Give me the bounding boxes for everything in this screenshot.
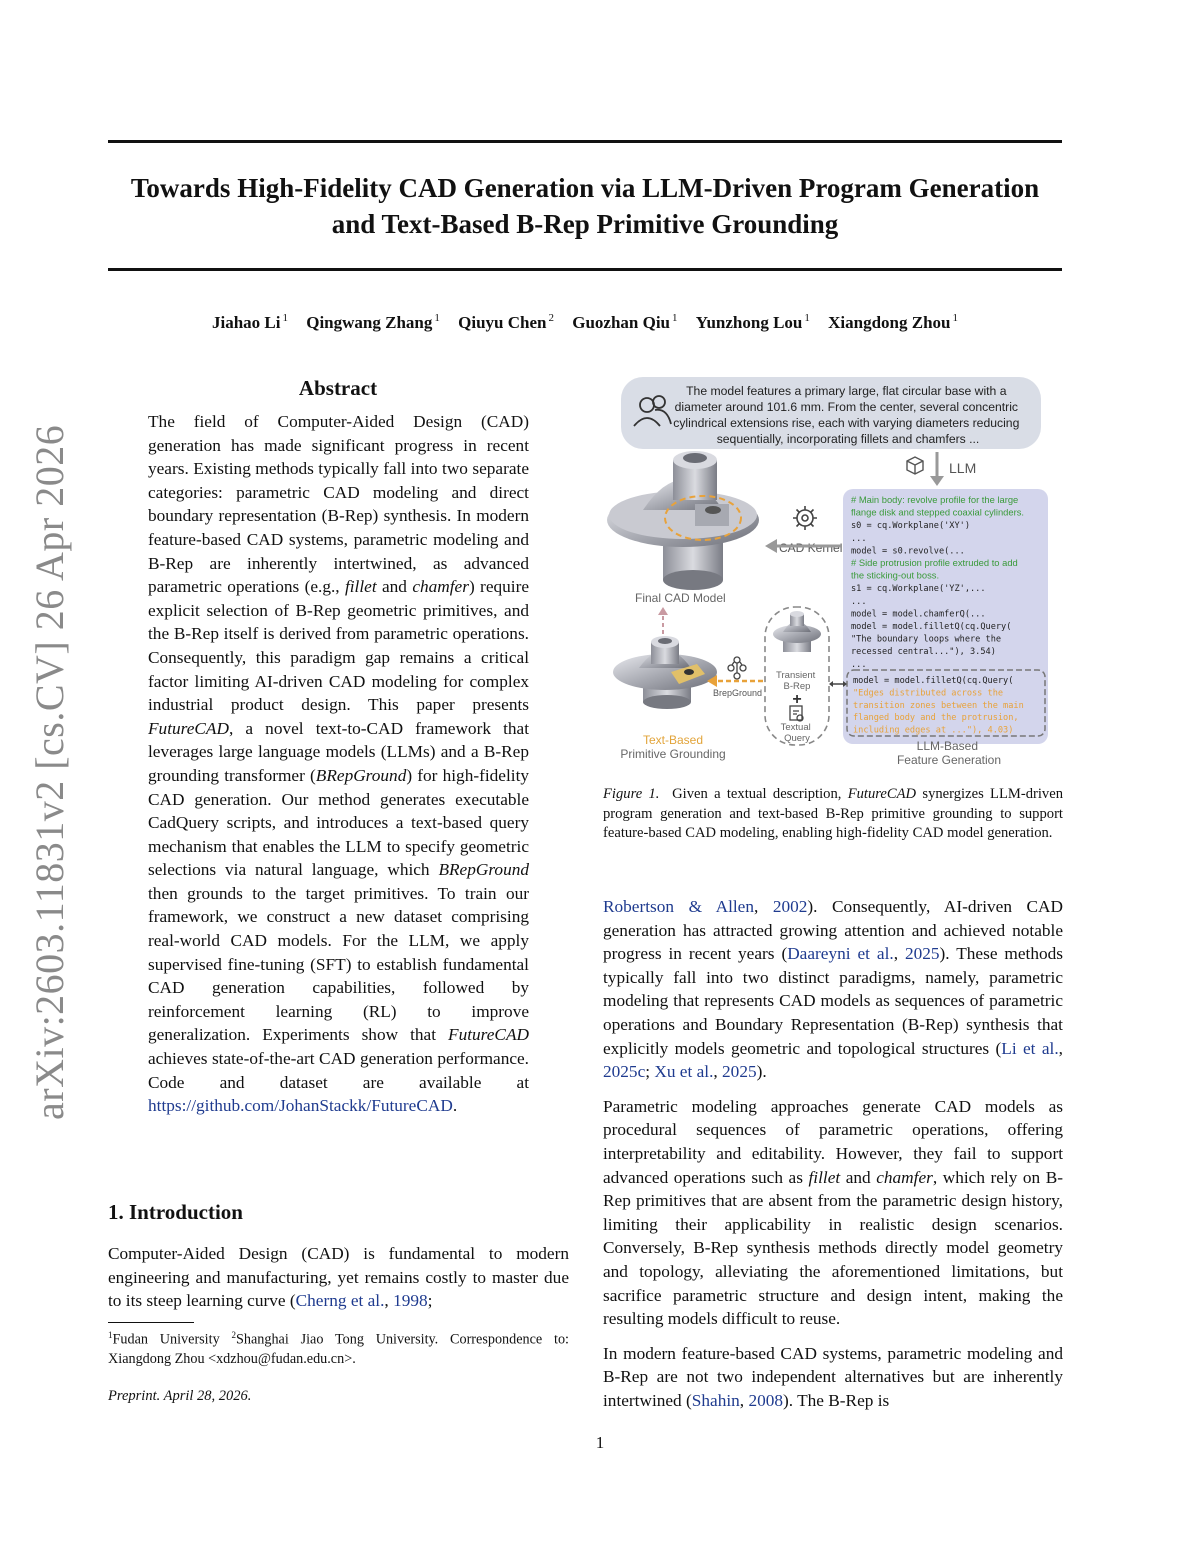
code-line: recessed central..."), 3.54) — [851, 647, 996, 658]
right-column-body — [603, 895, 1063, 1423]
intro-paragraph: Computer-Aided Design (CAD) is fundamental to modern engineering and manufacturing, yet remains costly to master due to its steep learning curve (Cherng et al., 1998; — [108, 1244, 569, 1311]
citation-year-link[interactable]: 1998 — [393, 1291, 428, 1311]
code-line: # Side protrusion profile extruded to add — [851, 557, 1018, 568]
code-line: including edges at ..."), 4.03) — [853, 725, 1014, 736]
code-line: model = model.chamferQ(... — [851, 609, 986, 620]
generation-label: Feature Generation — [896, 753, 1002, 767]
paper-title — [108, 170, 1062, 242]
figure-1-diagram — [603, 372, 1063, 772]
transient-brep-render — [773, 611, 821, 652]
final-model-label: Final CAD Model — [635, 591, 726, 605]
code-line: flange disk and stepped coaxial cylinders. — [851, 506, 1025, 518]
citation-year-link[interactable]: 2025 — [722, 1062, 757, 1082]
title-line-2: and Text-Based B-Rep Primitive Grounding — [331, 209, 839, 239]
grounding-label: Primitive Grounding — [620, 747, 726, 761]
arxiv-identifier: arXiv:2603.11831v2 [cs.CV] 26 Apr 2026 — [27, 424, 72, 1120]
citation-year-link[interactable]: 2002 — [772, 897, 808, 916]
generation-label: LLM-Based — [916, 739, 979, 753]
citation-link[interactable]: Li et al. — [1001, 1038, 1059, 1058]
author-list — [108, 312, 1062, 333]
citation-link[interactable]: Cherng et al. — [295, 1291, 385, 1311]
query-line: The model features a primary large, flat circular base with a — [686, 384, 1007, 398]
code-line: flanged body and the protrusion, — [853, 713, 1019, 724]
grounding-model-render — [613, 636, 717, 709]
plus-sign: + — [792, 691, 802, 708]
code-line: ... — [851, 596, 867, 607]
code-line: model = model.filletQ(cq.Query( — [853, 676, 1014, 686]
textual-query-label: Textual — [780, 722, 811, 733]
author: Yunzhong Lou $^1$ — [695, 312, 810, 332]
citation-year-link[interactable]: 2025c — [603, 1062, 646, 1082]
query-line: sequentially, incorporating fillets and chamfers ... — [716, 432, 980, 446]
code-line: # Main body: revolve profile for the large — [851, 494, 1019, 505]
cube-icon — [907, 457, 923, 474]
svg-text:Textual Query — [781, 722, 814, 744]
query-line: diameter around 101.6 mm. From the center, several concentric — [674, 400, 1019, 414]
author: Qingwang Zhang $^1$ — [306, 312, 440, 332]
figure-1-caption: Figure 1. Given a textual description, FutureCAD synergizes LLM-driven program generation and text-based B-Rep primitive grounding to support feature-based CAD modeling, enabling high-fidelity CAD model generation. — [603, 786, 1064, 841]
page-number: 1 — [595, 1433, 605, 1452]
document-search-icon — [790, 706, 803, 721]
citation-year-link[interactable]: 2008 — [748, 1390, 783, 1410]
body-paragraph: In modern feature-based CAD systems, parametric modeling and B-Rep are not two independent alternatives but are inherently intertwined (Shahin, 2008). The B-Rep is — [603, 1343, 1063, 1410]
llm-label: LLM — [949, 460, 977, 476]
textual-query-label: Query — [784, 733, 810, 744]
transient-label: B-Rep — [783, 681, 811, 692]
grounding-label: Text-Based — [642, 733, 704, 747]
preprint-note: Preprint. April 28, 2026. — [108, 1388, 252, 1404]
footnote-rule — [108, 1322, 194, 1323]
cad-kernel-label: CAD Kernel — [779, 541, 843, 555]
query-line: cylindrical extensions rise, each with varying diameters reducing — [673, 416, 1020, 430]
code-line: ... — [851, 659, 867, 670]
code-line: model = model.filletQ(cq.Query( — [851, 622, 1012, 632]
final-cad-model-render — [607, 451, 759, 590]
code-line: model = s0.revolve(... — [851, 546, 965, 557]
title-line-1: Towards High-Fidelity CAD Generation via LLM-Driven Program Generation — [130, 173, 1040, 203]
section-heading-introduction: 1. Introduction — [108, 1200, 243, 1224]
gear-icon — [793, 506, 817, 530]
network-icon — [728, 657, 746, 679]
author: Guozhan Qiu $^1$ — [572, 312, 678, 332]
svg-text:Transient B-Rep — [776, 670, 818, 692]
citation-link[interactable]: Xu et al. — [654, 1062, 714, 1082]
transient-label: Transient — [776, 670, 816, 681]
code-repository-link[interactable]: https://github.com/JohanStackk/FutureCAD — [148, 1096, 453, 1116]
svg-text:Text-Based — [643, 733, 703, 747]
code-line: the sticking-out boss. — [851, 569, 940, 581]
code-box-lines — [853, 676, 1024, 736]
author: Qiuyu Chen $^2$ — [458, 312, 554, 332]
abstract-heading: Abstract — [298, 376, 378, 400]
abstract-text: The field of Computer-Aided Design (CAD) generation has made significant progress in recent years. Existing methods typically fall into two separate categories: parametric CAD modeling and direct boundary representation (B-Rep) synthesis. In modern feature-based CAD systems, parametric modeling and B-Rep are inherently intertwined, as advanced parametric operations (e.g., fillet and chamfer) require explicit selection of B-Rep geometric primitives, and the B-Rep itself is derived from parametric operations. Consequently, this paradigm gap remains a critical factor limiting AI-driven CAD modeling for complex industrial product design. This paper presents FutureCAD, a novel text-to-CAD framework that leverages large language models (LLMs) and a B-Rep grounding transformer (BRepGround) for high-fidelity CAD generation. Our method generates executable CadQuery scripts, and introduces a text-based query mechanism that enables the LLM to specify geometric selections via natural language, which BRepGround then grounds to the target primitives. To train our framework, we construct a new dataset comprising real-world CAD models. For the LLM, we apply supervised fine-tuning (SFT) to establish fundamental CAD generation capabilities, followed by reinforcement learning (RL) to improve generalization. Experiments show that FutureCAD achieves state-of-the-art CAD generation performance. Code and dataset are available at https://github.com/JohanStackk/FutureCAD. — [148, 412, 530, 1116]
brepground-label: BrepGround — [713, 688, 763, 698]
author: Xiangdong Zhou $^1$ — [828, 312, 959, 332]
title-rule-bottom — [108, 268, 1062, 271]
affiliation-footnote: $^1$Fudan University $^2$Shanghai Jiao Tong University. Correspondence to: Xiangdong Zhou <xdzhou@fudan.edu.cn>. — [108, 1330, 569, 1367]
code-line: s0 = cq.Workplane('XY') — [851, 521, 970, 532]
citation-link[interactable]: Robertson & Allen — [603, 897, 754, 916]
code-line: transition zones between the main — [853, 700, 1024, 711]
code-line: "Edges distributed across the — [853, 688, 1004, 699]
author: Jiahao Li $^1$ — [211, 312, 288, 332]
title-rule-top — [108, 140, 1062, 143]
body-paragraph: Parametric modeling approaches generate CAD models as procedural sequences of parametric operations, offering interpretability and editability. However, they fail to support advanced operations such as fillet and chamfer, which rely on B-Rep primitives that are absent from the parametric design history, limiting their applicability in realistic design scenarios. Conversely, B-Rep synthesis methods directly model geometry and topology, alleviating the aforementioned limitations, but sacrifice parametric structure and design intent, making the resulting models difficult to reuse. — [603, 1096, 1064, 1329]
citation-link[interactable]: Daareyni et al. — [787, 944, 894, 964]
code-line: "The boundary loops where the — [851, 634, 1002, 645]
code-line: s1 = cq.Workplane('YZ',... — [851, 584, 986, 595]
code-line: ... — [851, 533, 867, 544]
svg-text:Primitive Grounding — [620, 747, 725, 761]
body-paragraph: Robertson & Allen, 2002). Consequently, AI-driven CAD generation has attracted growing attention and achieved notable progress in recent years (Daareyni et al., 2025). These methods typically fall into two distinct paradigms, namely, parametric modeling that represents CAD models as sequences of parametric operations and Boundary Representation (B-Rep) synthesis that explicitly models geometric and topological structures (Li et al., 2025c; Xu et al., 2025). — [603, 897, 1064, 1082]
citation-year-link[interactable]: 2025 — [904, 944, 940, 964]
citation-link[interactable]: Shahin — [691, 1390, 740, 1410]
